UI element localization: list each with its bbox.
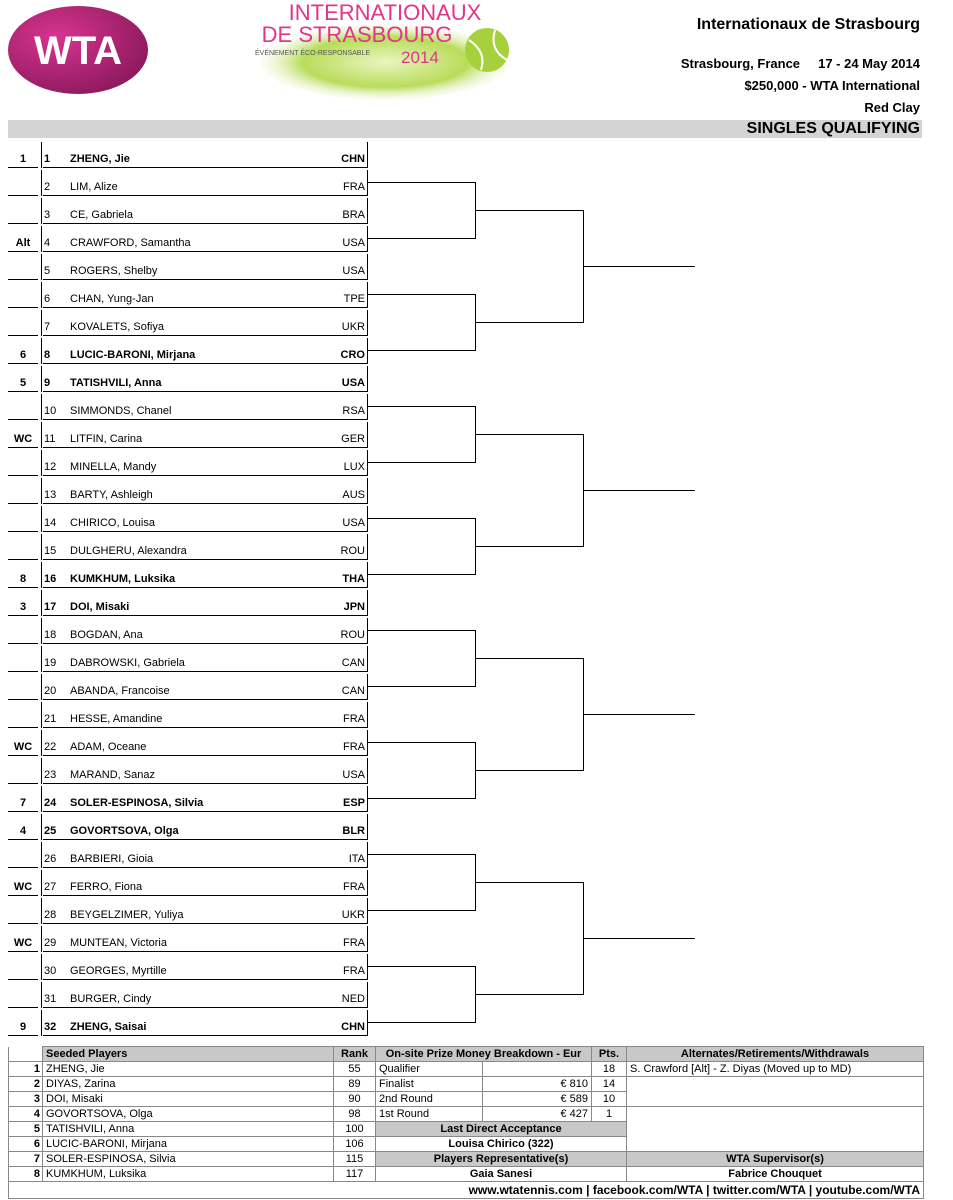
player-country: ITA xyxy=(348,853,365,865)
draw-slot xyxy=(8,700,368,728)
bracket-line xyxy=(367,350,476,351)
draw-rule xyxy=(367,842,368,868)
draw-rule xyxy=(41,450,42,476)
player-country: GER xyxy=(341,433,365,445)
player-country: AUS xyxy=(342,489,365,501)
bracket-line xyxy=(367,294,476,295)
player-name: BARTY, Ashleigh xyxy=(70,489,153,501)
draw-number: 16 xyxy=(44,573,57,585)
player-name: DOI, Misaki xyxy=(70,601,130,613)
player-country: FRA xyxy=(343,181,365,193)
alternates-header: Alternates/Retirements/Withdrawals xyxy=(627,1047,924,1062)
draw-rule xyxy=(367,674,368,700)
player-name: CRAWFORD, Samantha xyxy=(70,237,191,249)
draw-number: 2 xyxy=(44,181,51,193)
player-name: CHAN, Yung-Jan xyxy=(70,293,154,305)
bracket-line xyxy=(367,966,476,967)
draw-number: 30 xyxy=(44,965,57,977)
draw-rule xyxy=(367,702,368,728)
draw-rule xyxy=(367,254,368,280)
draw-rule xyxy=(41,758,42,784)
seed-label: 6 xyxy=(19,349,27,361)
player-name: ABANDA, Francoise xyxy=(70,685,170,697)
player-name: HESSE, Amandine xyxy=(70,713,163,725)
players-rep-label: Players Representative(s) xyxy=(376,1152,627,1167)
draw-rule xyxy=(41,226,42,252)
player-country: RSA xyxy=(342,405,365,417)
draw-rule xyxy=(367,394,368,420)
player-name: BEYGELZIMER, Yuliya xyxy=(70,909,184,921)
bracket-line xyxy=(475,994,584,995)
draw-rule xyxy=(41,282,42,308)
bracket-line xyxy=(475,658,584,659)
seed-label: 3 xyxy=(19,601,27,613)
draw-rule xyxy=(41,646,42,672)
draw-number: 23 xyxy=(44,769,57,781)
draw-slot xyxy=(8,784,368,812)
draw-slot xyxy=(8,728,368,756)
player-country: USA xyxy=(342,769,365,781)
seed-label: 8 xyxy=(19,573,27,585)
player-name: FERRO, Fiona xyxy=(70,881,143,893)
draw-slot xyxy=(8,952,368,980)
player-country: CHN xyxy=(341,153,365,165)
bracket-line xyxy=(367,518,476,519)
bracket-line xyxy=(583,266,695,267)
player-name: KUMKHUM, Luksika xyxy=(70,573,176,585)
player-country: BLR xyxy=(342,825,365,837)
table-row: 2 DIYAS, Zarina 89 Finalist € 810 14 xyxy=(9,1077,924,1092)
draw-rule xyxy=(41,926,42,952)
draw-slot xyxy=(8,616,368,644)
event-logo-year: 2014 xyxy=(401,48,439,67)
draw-slot xyxy=(8,168,368,196)
bracket-line xyxy=(367,574,476,575)
draw-rule xyxy=(41,254,42,280)
player-name: ADAM, Oceane xyxy=(70,741,147,753)
draw-slot xyxy=(8,756,368,784)
draw-rule xyxy=(43,1035,368,1036)
player-country: ROU xyxy=(340,545,365,557)
draw-rule xyxy=(367,226,368,252)
seed-label: 7 xyxy=(19,797,27,809)
table-row: 6 LUCIC-BARONI, Mirjana 106 Louisa Chirico (322) xyxy=(9,1137,924,1152)
table-row: 8 KUMKHUM, Luksika 117 Gaia Sanesi Fabrice Chouquet xyxy=(9,1167,924,1182)
bracket-line xyxy=(475,210,584,211)
event-logo xyxy=(245,0,520,100)
draw-number: 12 xyxy=(44,461,57,473)
draw-number: 4 xyxy=(44,237,51,249)
player-name: ZHENG, Jie xyxy=(70,153,130,165)
draw-rule xyxy=(367,310,368,336)
draw-rule xyxy=(41,898,42,924)
draw-slot xyxy=(8,448,368,476)
seeded-players-header: Seeded Players xyxy=(43,1047,334,1062)
seed-label: Alt xyxy=(15,237,31,249)
draw-rule xyxy=(367,1010,368,1036)
draw-slot xyxy=(8,672,368,700)
player-country: USA xyxy=(342,237,365,249)
player-name: MARAND, Sanaz xyxy=(70,769,155,781)
draw-number: 10 xyxy=(44,405,57,417)
bracket-line xyxy=(367,798,476,799)
draw-rule xyxy=(367,926,368,952)
draw-rule xyxy=(41,842,42,868)
player-country: FRA xyxy=(343,741,365,753)
player-name: LIM, Alize xyxy=(70,181,118,193)
draw-slot xyxy=(8,392,368,420)
location-dates xyxy=(681,56,920,71)
draw-rule xyxy=(367,730,368,756)
player-name: DULGHERU, Alexandra xyxy=(70,545,187,557)
draw-number: 24 xyxy=(44,797,57,809)
draw-slot xyxy=(8,308,368,336)
draw-slot xyxy=(8,224,368,252)
draw-number: 5 xyxy=(44,265,51,277)
player-country: CRO xyxy=(340,349,365,361)
wta-logo-text: WTA xyxy=(33,29,123,73)
draw-number: 18 xyxy=(44,629,57,641)
draw-rule xyxy=(367,618,368,644)
draw-number: 14 xyxy=(44,517,57,529)
player-country: ROU xyxy=(340,629,365,641)
supervisor-value: Fabrice Chouquet xyxy=(627,1167,924,1182)
draw-rule xyxy=(8,1035,38,1036)
player-country: CAN xyxy=(341,685,365,697)
event-logo-line3: ÉVÉNEMENT ÉCO-RESPONSABLE xyxy=(255,50,371,57)
bracket-line xyxy=(367,1022,476,1023)
draw-rule xyxy=(41,562,42,588)
draw-slot xyxy=(8,420,368,448)
player-country: JPN xyxy=(343,601,365,613)
draw-rule xyxy=(367,338,368,364)
seed-label: WC xyxy=(13,881,33,893)
draw-rule xyxy=(41,394,42,420)
player-country: TPE xyxy=(343,293,365,305)
draw-slot xyxy=(8,532,368,560)
draw-rule xyxy=(367,814,368,840)
bracket-line xyxy=(367,854,476,855)
table-row: 4 GOVORTSOVA, Olga 98 1st Round € 427 1 xyxy=(9,1107,924,1122)
draw-rule xyxy=(41,674,42,700)
player-name: MINELLA, Mandy xyxy=(70,461,157,473)
draw-slot xyxy=(8,560,368,588)
player-name: DABROWSKI, Gabriela xyxy=(70,657,185,669)
draw-rule xyxy=(367,534,368,560)
draw-slot xyxy=(8,476,368,504)
seed-label: 5 xyxy=(19,377,27,389)
draw-rule xyxy=(41,954,42,980)
player-country: USA xyxy=(341,377,365,389)
draw-number: 20 xyxy=(44,685,57,697)
draw-number: 17 xyxy=(44,601,57,613)
player-name: BARBIERI, Gioia xyxy=(70,853,154,865)
supervisor-label: WTA Supervisor(s) xyxy=(627,1152,924,1167)
draw-number: 26 xyxy=(44,853,57,865)
draw-slot xyxy=(8,868,368,896)
draw-rule xyxy=(367,646,368,672)
table-row: 5 TATISHVILI, Anna 100 Last Direct Acceptance xyxy=(9,1122,924,1137)
table-row: 1 ZHENG, Jie 55 Qualifier 18 S. Crawford [Alt] - Z. Diyas (Moved up to MD) xyxy=(9,1062,924,1077)
bracket-line xyxy=(583,490,695,491)
draw-rule xyxy=(41,730,42,756)
draw-rule xyxy=(367,590,368,616)
draw-slot xyxy=(8,504,368,532)
rank-header: Rank xyxy=(334,1047,376,1062)
player-name: LITFIN, Carina xyxy=(70,433,143,445)
draw-rule xyxy=(367,282,368,308)
draw-rule xyxy=(367,366,368,392)
dates: 17 - 24 May 2014 xyxy=(818,56,920,71)
draw-number: 9 xyxy=(44,377,51,389)
tournament-title: Internationaux de Strasbourg xyxy=(696,16,920,33)
player-country: FRA xyxy=(343,965,365,977)
bracket-line xyxy=(583,714,695,715)
draw-rule xyxy=(367,478,368,504)
bracket-line xyxy=(583,938,695,939)
last-direct-label: Last Direct Acceptance xyxy=(376,1122,627,1137)
player-name: BURGER, Cindy xyxy=(70,993,152,1005)
bracket-line xyxy=(367,686,476,687)
info-table xyxy=(8,1046,924,1199)
draw-slot xyxy=(8,280,368,308)
draw-number: 27 xyxy=(44,881,57,893)
draw-number: 29 xyxy=(44,937,57,949)
player-name: LUCIC-BARONI, Mirjana xyxy=(70,349,196,361)
draw-rule xyxy=(367,786,368,812)
draw-slot xyxy=(8,140,368,168)
draw-number: 11 xyxy=(44,433,56,445)
draw-rule xyxy=(367,450,368,476)
draw-rule xyxy=(367,758,368,784)
table-row: 3 DOI, Misaki 90 2nd Round € 589 10 xyxy=(9,1092,924,1107)
seed-label: WC xyxy=(13,937,33,949)
draw-rule xyxy=(41,590,42,616)
draw-rule xyxy=(367,198,368,224)
draw-rule xyxy=(41,366,42,392)
player-country: UKR xyxy=(341,909,365,921)
draw-rule xyxy=(367,506,368,532)
draw-rule xyxy=(41,506,42,532)
player-country: BRA xyxy=(342,209,365,221)
draw-rule xyxy=(367,562,368,588)
player-country: CAN xyxy=(341,657,365,669)
draw-number: 8 xyxy=(44,349,51,361)
draw-rule xyxy=(41,982,42,1008)
player-country: USA xyxy=(342,517,365,529)
draw-number: 21 xyxy=(44,713,57,725)
draw-slot xyxy=(8,252,368,280)
draw-number: 19 xyxy=(44,657,57,669)
draw-number: 31 xyxy=(44,993,57,1005)
footer-links: www.wtatennis.com | facebook.com/WTA | twitter.com/WTA | youtube.com/WTA xyxy=(9,1182,924,1199)
player-country: LUX xyxy=(343,461,365,473)
player-name: CE, Gabriela xyxy=(70,209,133,221)
draw-rule xyxy=(41,702,42,728)
draw-rule xyxy=(41,534,42,560)
player-country: ESP xyxy=(342,797,365,809)
draw-rule xyxy=(41,478,42,504)
wta-logo xyxy=(8,2,148,98)
player-country: USA xyxy=(342,265,365,277)
draw-slot xyxy=(8,336,368,364)
bracket-line xyxy=(367,238,476,239)
bracket-line xyxy=(475,322,584,323)
draw-rule xyxy=(41,142,42,168)
draw-number: 28 xyxy=(44,909,57,921)
draw-slot xyxy=(8,1008,368,1036)
draw-rule xyxy=(41,422,42,448)
draw-number: 1 xyxy=(44,153,51,165)
draw-number: 32 xyxy=(44,1021,57,1033)
player-country: FRA xyxy=(343,937,365,949)
player-name: TATISHVILI, Anna xyxy=(70,377,162,389)
draw-rule xyxy=(41,870,42,896)
bracket-line xyxy=(475,434,584,435)
draw-slot xyxy=(8,980,368,1008)
bracket-line xyxy=(367,742,476,743)
event-logo-line1: INTERNATIONAUX xyxy=(288,0,482,25)
player-name: KOVALETS, Sofiya xyxy=(70,321,164,333)
draw-number: 3 xyxy=(44,209,51,221)
draw-rule xyxy=(367,170,368,196)
player-name: GOVORTSOVA, Olga xyxy=(70,825,179,837)
draw-number: 25 xyxy=(44,825,57,837)
player-name: GEORGES, Myrtille xyxy=(70,965,167,977)
player-country: FRA xyxy=(343,881,365,893)
draw-rule xyxy=(367,982,368,1008)
draw-slot xyxy=(8,812,368,840)
seed-label: 1 xyxy=(19,153,27,165)
bracket-line xyxy=(367,462,476,463)
draw-rule xyxy=(367,870,368,896)
alternates-note: S. Crawford [Alt] - Z. Diyas (Moved up to MD) xyxy=(627,1062,924,1077)
draw-rule xyxy=(41,338,42,364)
draw-slot xyxy=(8,924,368,952)
draw-number: 7 xyxy=(44,321,51,333)
seed-number-header xyxy=(9,1047,43,1062)
draw-slot xyxy=(8,896,368,924)
bracket-line xyxy=(475,546,584,547)
draw-name: SINGLES QUALIFYING xyxy=(746,120,920,137)
draw-number: 13 xyxy=(44,489,57,501)
player-name: BOGDAN, Ana xyxy=(70,629,143,641)
bracket-line xyxy=(367,910,476,911)
bracket-line xyxy=(367,630,476,631)
seed-label: WC xyxy=(13,741,33,753)
player-name: SOLER-ESPINOSA, Silvia xyxy=(70,797,204,809)
seed-label: WC xyxy=(13,433,33,445)
draw-rule xyxy=(41,786,42,812)
player-country: CHN xyxy=(341,1021,365,1033)
player-name: ROGERS, Shelby xyxy=(70,265,158,277)
last-direct-value: Louisa Chirico (322) xyxy=(376,1137,627,1152)
draw-slot xyxy=(8,588,368,616)
draw-slot xyxy=(8,364,368,392)
draw-rule xyxy=(367,898,368,924)
player-country: FRA xyxy=(343,713,365,725)
draw-rule xyxy=(41,170,42,196)
player-country: UKR xyxy=(341,321,365,333)
player-name: MUNTEAN, Victoria xyxy=(70,937,167,949)
bracket-line xyxy=(475,882,584,883)
draw-number: 15 xyxy=(44,545,57,557)
draw-slot xyxy=(8,840,368,868)
draw-number: 22 xyxy=(44,741,57,753)
draw-slot xyxy=(8,196,368,224)
event-logo-line2: DE STRASBOURG xyxy=(261,22,453,47)
player-country: THA xyxy=(342,573,365,585)
draw-rule xyxy=(41,198,42,224)
draw-rule xyxy=(41,310,42,336)
draw-number: 6 xyxy=(44,293,51,305)
location: Strasbourg, France xyxy=(680,56,801,71)
prize-header: On-site Prize Money Breakdown - Eur xyxy=(376,1047,592,1062)
bracket-line xyxy=(367,406,476,407)
seed-label: 9 xyxy=(19,1021,27,1033)
player-name: ZHENG, Saisai xyxy=(70,1021,147,1033)
draw-rule xyxy=(41,814,42,840)
draw-rule xyxy=(367,142,368,168)
table-row: 7 SOLER-ESPINOSA, Silvia 115 Players Representative(s) WTA Supervisor(s) xyxy=(9,1152,924,1167)
draw-rule xyxy=(367,422,368,448)
player-name: SIMMONDS, Chanel xyxy=(70,405,172,417)
bracket-line xyxy=(475,770,584,771)
players-rep-value: Gaia Sanesi xyxy=(376,1167,627,1182)
surface: Red Clay xyxy=(864,100,920,115)
player-country: NED xyxy=(341,993,365,1005)
draw-rule xyxy=(41,618,42,644)
draw-slot xyxy=(8,644,368,672)
prize-money: $250,000 - WTA International xyxy=(744,78,920,93)
bracket-line xyxy=(367,182,476,183)
points-header: Pts. xyxy=(592,1047,627,1062)
player-name: CHIRICO, Louisa xyxy=(70,517,155,529)
draw-rule xyxy=(367,954,368,980)
draw-rule xyxy=(41,1010,42,1036)
seed-label: 4 xyxy=(19,825,27,837)
